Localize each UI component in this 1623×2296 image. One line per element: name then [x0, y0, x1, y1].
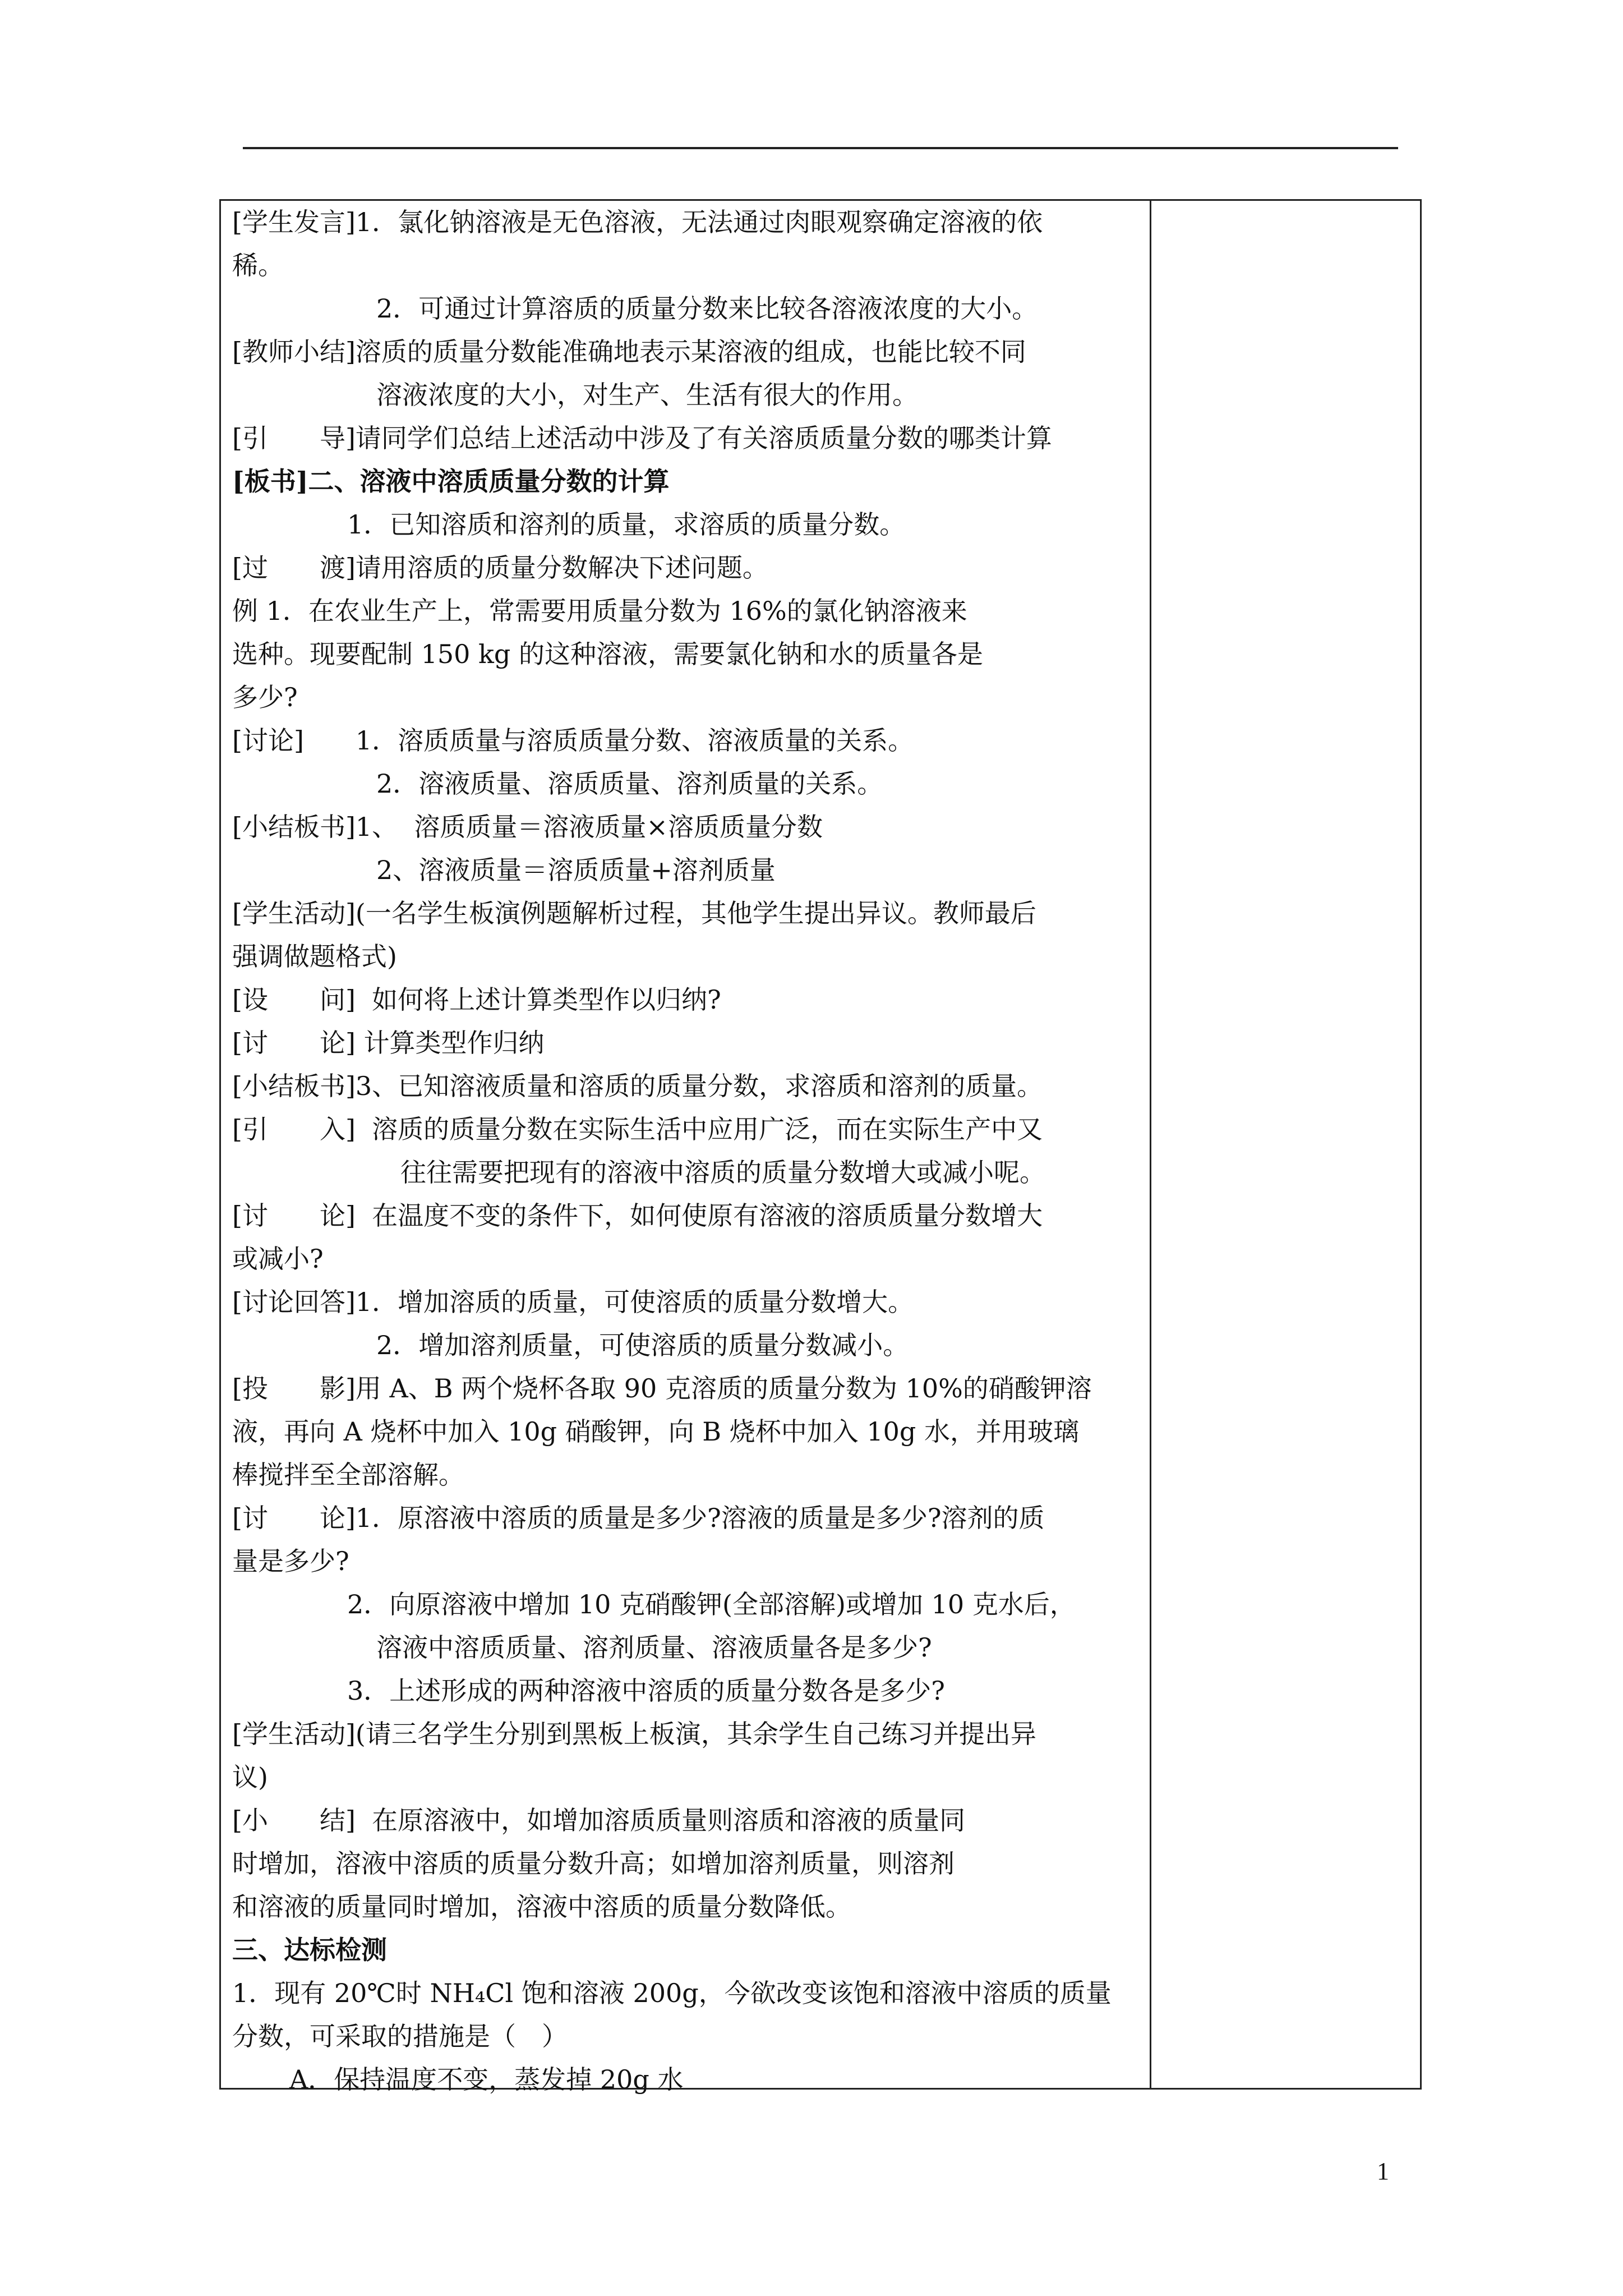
- text-line: [讨论] 1．溶质质量与溶质质量分数、溶液质量的关系。: [232, 725, 914, 756]
- text-line: [设 问] 如何将上述计算类型作以归纳?: [232, 984, 721, 1015]
- text-line: [学生活动](一名学生板演例题解析过程，其他学生提出异议。教师最后: [232, 898, 1036, 928]
- text-line: [板书]二、溶液中溶质质量分数的计算: [232, 466, 670, 496]
- text-line: [引 导]请同学们总结上述活动中涉及了有关溶质质量分数的哪类计算: [232, 423, 1052, 453]
- lesson-content: [232, 201, 1150, 2101]
- text-line: 1．现有 20℃时 NH₄Cl 饱和溶液 200g，今欲改变该饱和溶液中溶质的质量: [232, 1978, 1112, 2008]
- text-line: [引 入] 溶质的质量分数在实际生活中应用广泛，而在实际生产中又: [232, 1114, 1043, 1144]
- text-line: 选种。现要配制 150 kg 的这种溶液，需要氯化钠和水的质量各是: [232, 639, 983, 669]
- text-line: 量是多少?: [232, 1546, 349, 1576]
- text-line: A．保持温度不变，蒸发掉 20g 水: [289, 2064, 684, 2095]
- text-line: [讨论回答]1．增加溶质的质量，可使溶质的质量分数增大。: [232, 1287, 914, 1317]
- text-line: 或减小?: [232, 1244, 324, 1274]
- text-line: 2、溶液质量＝溶质质量+溶剂质量: [376, 855, 776, 885]
- text-line: [投 影]用 A、B 两个烧杯各取 90 克溶质的质量分数为 10%的硝酸钾溶: [232, 1373, 1092, 1404]
- text-line: 溶液中溶质质量、溶剂质量、溶液质量各是多少?: [376, 1632, 932, 1663]
- text-line: [学生活动](请三名学生分别到黑板上板演，其余学生自己练习并提出异: [232, 1719, 1036, 1749]
- text-line: 例 1．在农业生产上，常需要用质量分数为 16%的氯化钠溶液来: [232, 596, 967, 626]
- table-column-divider: [1150, 199, 1151, 2090]
- text-line: 2．溶液质量、溶质质量、溶剂质量的关系。: [376, 769, 883, 799]
- text-line: [小 结] 在原溶液中，如增加溶质质量则溶质和溶液的质量同: [232, 1805, 966, 1835]
- text-line: 2．增加溶剂质量，可使溶质的质量分数减小。: [376, 1330, 909, 1360]
- text-line: 溶液浓度的大小，对生产、生活有很大的作用。: [376, 380, 918, 410]
- text-line: 稀。: [232, 250, 284, 280]
- text-line: [教师小结]溶质的质量分数能准确地表示某溶液的组成，也能比较不同: [232, 337, 1026, 367]
- text-line: 和溶液的质量同时增加，溶液中溶质的质量分数降低。: [232, 1892, 851, 1922]
- text-line: 3．上述形成的两种溶液中溶质的质量分数各是多少?: [347, 1676, 945, 1706]
- header-rule: [243, 147, 1398, 149]
- text-line: 多少?: [232, 682, 298, 712]
- text-line: [学生发言]1．氯化钠溶液是无色溶液，无法通过肉眼观察确定溶液的依: [232, 207, 1043, 237]
- text-line: 分数，可采取的措施是（ ）: [232, 2021, 568, 2051]
- text-line: 强调做题格式): [232, 941, 397, 972]
- text-line: [小结板书]1、 溶质质量＝溶液质量×溶质质量分数: [232, 812, 823, 842]
- text-line: 往往需要把现有的溶液中溶质的质量分数增大或减小呢。: [400, 1157, 1045, 1188]
- text-line: 1．已知溶质和溶剂的质量，求溶质的质量分数。: [347, 509, 906, 540]
- text-line: 时增加，溶液中溶质的质量分数升高；如增加溶剂质量，则溶剂: [232, 1848, 955, 1879]
- text-line: 三、达标检测: [232, 1935, 387, 1965]
- text-line: 2．可通过计算溶质的质量分数来比较各溶液浓度的大小。: [376, 293, 1038, 324]
- text-line: [讨 论] 在温度不变的条件下，如何使原有溶液的溶质质量分数增大: [232, 1200, 1043, 1231]
- text-line: 2．向原溶液中增加 10 克硝酸钾(全部溶解)或增加 10 克水后，: [347, 1589, 1076, 1619]
- page-number: 1: [1377, 2157, 1389, 2185]
- text-line: 议): [232, 1762, 268, 1792]
- text-line: 液，再向 A 烧杯中加入 10g 硝酸钾，向 B 烧杯中加入 10g 水，并用玻璃: [232, 1416, 1079, 1447]
- text-line: [讨 论] 计算类型作归纳: [232, 1028, 545, 1058]
- text-line: 棒搅拌至全部溶解。: [232, 1460, 464, 1490]
- text-line: [小结板书]3、已知溶液质量和溶质的质量分数，求溶质和溶剂的质量。: [232, 1071, 1043, 1101]
- text-line: [过 渡]请用溶质的质量分数解决下述问题。: [232, 553, 768, 583]
- text-line: [讨 论]1．原溶液中溶质的质量是多少?溶液的质量是多少?溶剂的质: [232, 1503, 1045, 1533]
